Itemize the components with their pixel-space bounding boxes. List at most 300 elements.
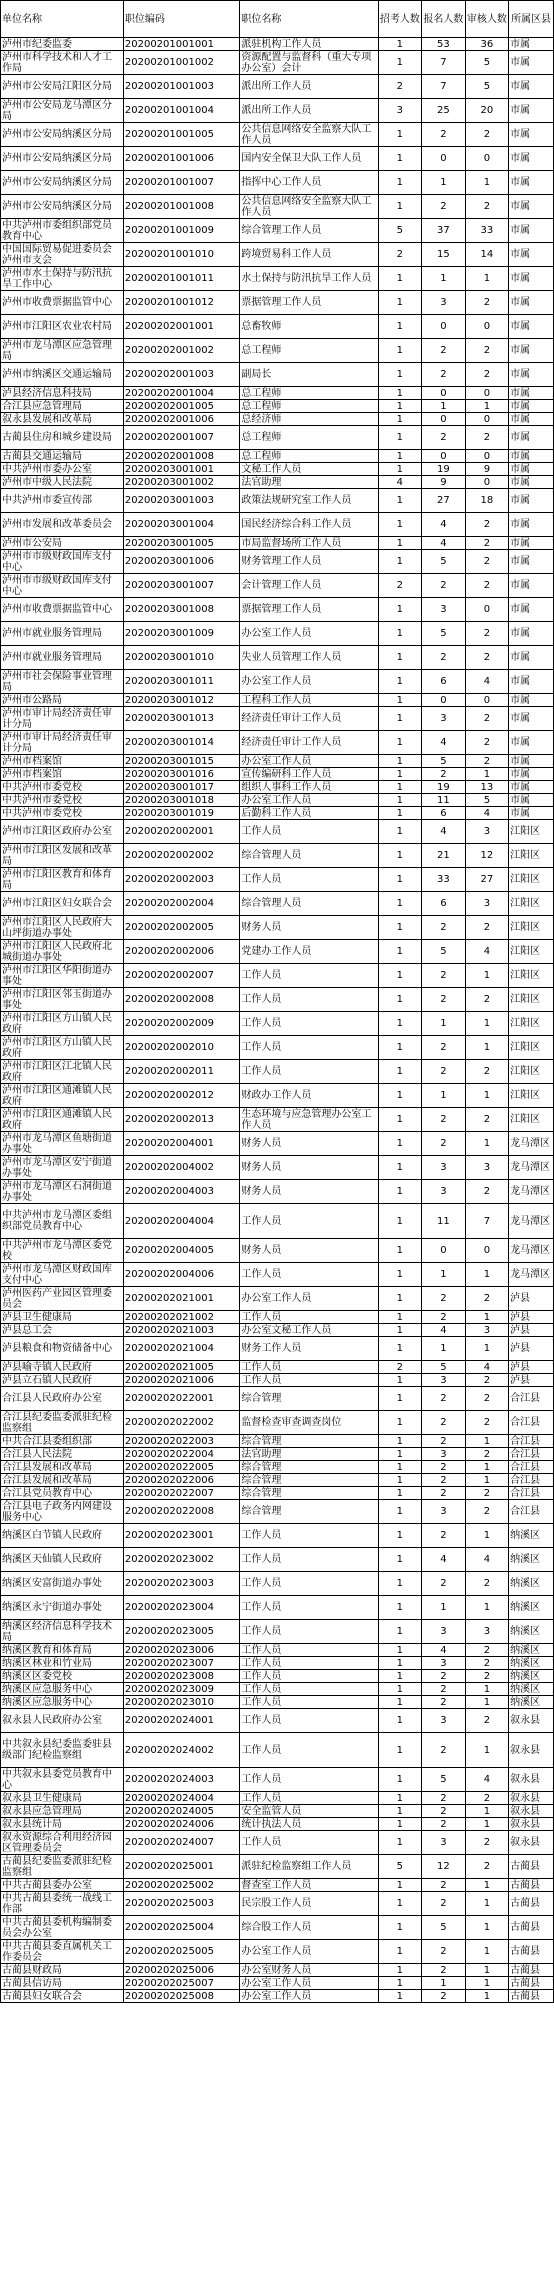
- cell-district: 市属: [509, 147, 554, 171]
- cell-approved-count: 1: [465, 400, 509, 413]
- table-row: [1, 755, 554, 768]
- cell-applicant-count: 0: [422, 387, 466, 400]
- cell-unit-name: 泸州市审计局经济责任审计分局: [1, 707, 124, 731]
- cell-approved-count: 1: [465, 964, 509, 988]
- cell-applicant-count: 2: [422, 1387, 466, 1411]
- cell-applicant-count: 3: [422, 1620, 466, 1644]
- cell-recruit-count: 1: [378, 51, 422, 75]
- cell-applicant-count: 4: [422, 513, 466, 537]
- cell-approved-count: 2: [465, 123, 509, 147]
- cell-position-name: 工作人员: [240, 1768, 378, 1792]
- cell-district: 古蔺县: [509, 1879, 554, 1892]
- cell-position-name: 财务人员: [240, 916, 378, 940]
- cell-position-name: 办公室文秘工作人员: [240, 1324, 378, 1337]
- cell-recruit-count: 1: [378, 1620, 422, 1644]
- cell-district: 合江县: [509, 1500, 554, 1524]
- cell-applicant-count: 53: [422, 38, 466, 51]
- cell-approved-count: 2: [465, 339, 509, 363]
- cell-position-name: 文秘工作人员: [240, 463, 378, 476]
- cell-recruit-count: 1: [378, 1964, 422, 1977]
- cell-approved-count: 2: [465, 291, 509, 315]
- cell-position-name: 工作人员: [240, 1670, 378, 1683]
- cell-approved-count: 2: [465, 1855, 509, 1879]
- cell-position-code: 20200202002010: [123, 1036, 239, 1060]
- cell-district: 江阳区: [509, 940, 554, 964]
- cell-approved-count: 0: [465, 315, 509, 339]
- cell-position-name: 办公室工作人员: [240, 670, 378, 694]
- cell-position-name: 票据管理工作人员: [240, 598, 378, 622]
- cell-applicant-count: 3: [422, 1831, 466, 1855]
- cell-unit-name: 中共泸州市委党校: [1, 794, 124, 807]
- table-row: [1, 1132, 554, 1156]
- cell-position-code: 20200201001008: [123, 195, 239, 219]
- cell-recruit-count: 1: [378, 195, 422, 219]
- cell-recruit-count: 1: [378, 513, 422, 537]
- table-row: [1, 1337, 554, 1361]
- cell-applicant-count: 2: [422, 1474, 466, 1487]
- cell-position-code: 20200202002009: [123, 1012, 239, 1036]
- cell-position-code: 20200203001009: [123, 622, 239, 646]
- cell-applicant-count: 2: [422, 1411, 466, 1435]
- cell-position-name: 总工程师: [240, 450, 378, 463]
- cell-approved-count: 1: [465, 1337, 509, 1361]
- cell-recruit-count: 5: [378, 219, 422, 243]
- cell-approved-count: 2: [465, 550, 509, 574]
- cell-district: 市属: [509, 267, 554, 291]
- cell-unit-name: 泸州市江阳区通滩镇人民政府: [1, 1084, 124, 1108]
- cell-unit-name: 泸州市江阳区政府办公室: [1, 820, 124, 844]
- table-row: [1, 1990, 554, 2003]
- cell-recruit-count: 3: [378, 99, 422, 123]
- table-row: [1, 1287, 554, 1311]
- cell-unit-name: 合江县应急管理局: [1, 400, 124, 413]
- cell-district: 古蔺县: [509, 1964, 554, 1977]
- cell-position-code: 20200202021004: [123, 1337, 239, 1361]
- cell-applicant-count: 3: [422, 1657, 466, 1670]
- cell-position-name: 综合股工作人员: [240, 1916, 378, 1940]
- cell-district: 市属: [509, 339, 554, 363]
- cell-district: 江阳区: [509, 1036, 554, 1060]
- table-row: [1, 1156, 554, 1180]
- cell-position-name: 财务管理工作人员: [240, 550, 378, 574]
- cell-position-name: 工作人员: [240, 988, 378, 1012]
- cell-district: 江阳区: [509, 1060, 554, 1084]
- cell-position-code: 20200202001005: [123, 400, 239, 413]
- cell-recruit-count: 1: [378, 1448, 422, 1461]
- cell-recruit-count: 1: [378, 820, 422, 844]
- cell-position-code: 20200201001007: [123, 171, 239, 195]
- cell-unit-name: 泸州市江阳区方山镇人民政府: [1, 1012, 124, 1036]
- cell-position-code: 20200201001004: [123, 99, 239, 123]
- cell-position-code: 20200202001008: [123, 450, 239, 463]
- cell-district: 叙永县: [509, 1818, 554, 1831]
- cell-position-name: 财务人员: [240, 1156, 378, 1180]
- cell-recruit-count: 1: [378, 1792, 422, 1805]
- table-row: [1, 1461, 554, 1474]
- cell-district: 市属: [509, 426, 554, 450]
- cell-position-name: 财政办工作人员: [240, 1084, 378, 1108]
- cell-district: 市属: [509, 99, 554, 123]
- cell-approved-count: 1: [465, 1990, 509, 2003]
- cell-approved-count: 33: [465, 219, 509, 243]
- table-row: [1, 892, 554, 916]
- cell-approved-count: 2: [465, 537, 509, 550]
- table-row: [1, 1892, 554, 1916]
- cell-position-name: 工程科工作人员: [240, 694, 378, 707]
- cell-position-code: 20200202025007: [123, 1977, 239, 1990]
- cell-approved-count: 1: [465, 1733, 509, 1768]
- cell-position-name: 组织人事科工作人员: [240, 781, 378, 794]
- cell-district: 市属: [509, 781, 554, 794]
- cell-approved-count: 2: [465, 1644, 509, 1657]
- table-row: [1, 1733, 554, 1768]
- table-row: [1, 1855, 554, 1879]
- cell-position-code: 20200202025002: [123, 1879, 239, 1892]
- cell-position-code: 20200202021002: [123, 1311, 239, 1324]
- cell-unit-name: 泸州市江阳区江北镇人民政府: [1, 1060, 124, 1084]
- cell-recruit-count: 1: [378, 892, 422, 916]
- cell-approved-count: 1: [465, 1012, 509, 1036]
- cell-position-code: 20200203001013: [123, 707, 239, 731]
- cell-applicant-count: 0: [422, 1239, 466, 1263]
- cell-district: 市属: [509, 195, 554, 219]
- table-row: [1, 51, 554, 75]
- cell-unit-name: 合江县电子政务内网建设服务中心: [1, 1500, 124, 1524]
- cell-position-name: 监督检查审查调查岗位: [240, 1411, 378, 1435]
- cell-position-code: 20200202023004: [123, 1596, 239, 1620]
- cell-unit-name: 泸州市收费票据监管中心: [1, 598, 124, 622]
- cell-unit-name: 泸州市就业服务管理局: [1, 622, 124, 646]
- cell-district: 龙马潭区: [509, 1180, 554, 1204]
- cell-applicant-count: 3: [422, 291, 466, 315]
- cell-position-code: 20200203001003: [123, 489, 239, 513]
- cell-applicant-count: 1: [422, 171, 466, 195]
- cell-position-code: 20200203001001: [123, 463, 239, 476]
- table-row: [1, 807, 554, 820]
- cell-position-name: 办公室财务人员: [240, 1964, 378, 1977]
- cell-position-name: 办公室工作人员: [240, 755, 378, 768]
- cell-approved-count: 0: [465, 147, 509, 171]
- table-row: [1, 1411, 554, 1435]
- cell-recruit-count: 1: [378, 731, 422, 755]
- cell-applicant-count: 4: [422, 1324, 466, 1337]
- table-row: [1, 1709, 554, 1733]
- table-row: [1, 489, 554, 513]
- cell-position-name: 工作人员: [240, 1361, 378, 1374]
- cell-position-name: 总畜牧师: [240, 315, 378, 339]
- cell-position-code: 20200202025006: [123, 1964, 239, 1977]
- cell-district: 市属: [509, 38, 554, 51]
- cell-recruit-count: 1: [378, 794, 422, 807]
- cell-position-code: 20200202022006: [123, 1474, 239, 1487]
- table-row: [1, 450, 554, 463]
- cell-position-name: 水土保持与防汛抗旱工作人员: [240, 267, 378, 291]
- cell-position-code: 20200202023002: [123, 1548, 239, 1572]
- cell-position-name: 市局监督场所工作人员: [240, 537, 378, 550]
- cell-unit-name: 中共泸州市委党校: [1, 807, 124, 820]
- cell-recruit-count: 1: [378, 1524, 422, 1548]
- cell-approved-count: 2: [465, 1387, 509, 1411]
- cell-district: 泸县: [509, 1337, 554, 1361]
- cell-position-code: 20200203001018: [123, 794, 239, 807]
- cell-approved-count: 3: [465, 1324, 509, 1337]
- cell-district: 市属: [509, 450, 554, 463]
- cell-recruit-count: 1: [378, 622, 422, 646]
- cell-position-code: 20200202004003: [123, 1180, 239, 1204]
- cell-applicant-count: 3: [422, 1709, 466, 1733]
- cell-applicant-count: 2: [422, 1108, 466, 1132]
- cell-approved-count: 1: [465, 1964, 509, 1977]
- cell-position-name: 工作人员: [240, 1311, 378, 1324]
- cell-recruit-count: 1: [378, 1940, 422, 1964]
- cell-approved-count: 1: [465, 1805, 509, 1818]
- cell-position-code: 20200202024003: [123, 1768, 239, 1792]
- cell-district: 合江县: [509, 1461, 554, 1474]
- cell-district: 纳溪区: [509, 1683, 554, 1696]
- cell-approved-count: 0: [465, 694, 509, 707]
- cell-position-code: 20200202004002: [123, 1156, 239, 1180]
- table-row: [1, 426, 554, 450]
- cell-position-code: 20200203001005: [123, 537, 239, 550]
- cell-position-code: 20200202002013: [123, 1108, 239, 1132]
- cell-position-code: 20200202025003: [123, 1892, 239, 1916]
- cell-unit-name: 泸州市公安局纳溪区分局: [1, 195, 124, 219]
- cell-recruit-count: 1: [378, 1990, 422, 2003]
- cell-position-name: 财务人员: [240, 1180, 378, 1204]
- cell-approved-count: 2: [465, 1657, 509, 1670]
- cell-unit-name: 纳溪区天仙镇人民政府: [1, 1548, 124, 1572]
- cell-recruit-count: 1: [378, 646, 422, 670]
- cell-position-name: 工作人员: [240, 1060, 378, 1084]
- cell-position-name: 工作人员: [240, 1644, 378, 1657]
- cell-recruit-count: 1: [378, 964, 422, 988]
- cell-position-name: 办公室工作人员: [240, 1287, 378, 1311]
- cell-district: 市属: [509, 51, 554, 75]
- cell-position-name: 总工程师: [240, 400, 378, 413]
- cell-recruit-count: 1: [378, 363, 422, 387]
- table-row: [1, 868, 554, 892]
- cell-position-code: 20200202002006: [123, 940, 239, 964]
- cell-applicant-count: 4: [422, 731, 466, 755]
- cell-unit-name: 中共叙永县委党员教育中心: [1, 1768, 124, 1792]
- table-row: [1, 123, 554, 147]
- table-row: [1, 1596, 554, 1620]
- cell-unit-name: 泸县粮食和物资储备中心: [1, 1337, 124, 1361]
- table-row: [1, 1500, 554, 1524]
- cell-applicant-count: 0: [422, 315, 466, 339]
- cell-district: 合江县: [509, 1474, 554, 1487]
- cell-approved-count: 2: [465, 513, 509, 537]
- table-row: [1, 1324, 554, 1337]
- cell-position-code: 20200201001011: [123, 267, 239, 291]
- cell-position-name: 法官助理: [240, 1448, 378, 1461]
- cell-position-code: 20200202002002: [123, 844, 239, 868]
- cell-approved-count: 1: [465, 1977, 509, 1990]
- cell-position-name: 工作人员: [240, 1572, 378, 1596]
- cell-recruit-count: 1: [378, 1180, 422, 1204]
- cell-district: 泸县: [509, 1374, 554, 1387]
- cell-applicant-count: 1: [422, 1263, 466, 1287]
- cell-district: 市属: [509, 489, 554, 513]
- cell-district: 市属: [509, 387, 554, 400]
- cell-position-code: 20200202002005: [123, 916, 239, 940]
- cell-applicant-count: 1: [422, 1596, 466, 1620]
- table-row: [1, 1474, 554, 1487]
- cell-applicant-count: 2: [422, 1879, 466, 1892]
- cell-approved-count: 2: [465, 363, 509, 387]
- cell-unit-name: 泸州市中级人民法院: [1, 476, 124, 489]
- table-row: [1, 781, 554, 794]
- cell-applicant-count: 4: [422, 1644, 466, 1657]
- cell-district: 泸县: [509, 1361, 554, 1374]
- cell-unit-name: 中共泸州市龙马潭区委组织部党员教育中心: [1, 1204, 124, 1239]
- cell-position-name: 工作人员: [240, 1374, 378, 1387]
- cell-applicant-count: 6: [422, 892, 466, 916]
- table-row: [1, 267, 554, 291]
- cell-position-code: 20200201001002: [123, 51, 239, 75]
- header-district: 所属区县: [509, 1, 554, 38]
- cell-position-code: 20200202022003: [123, 1435, 239, 1448]
- cell-position-name: 办公室工作人员: [240, 1990, 378, 2003]
- cell-recruit-count: 1: [378, 450, 422, 463]
- cell-approved-count: 1: [465, 1435, 509, 1448]
- table-row: [1, 820, 554, 844]
- cell-position-name: 工作人员: [240, 1657, 378, 1670]
- cell-approved-count: 2: [465, 1180, 509, 1204]
- cell-unit-name: 合江县发展和改革局: [1, 1461, 124, 1474]
- cell-approved-count: 1: [465, 1940, 509, 1964]
- cell-position-name: 副局长: [240, 363, 378, 387]
- cell-position-code: 20200202024005: [123, 1805, 239, 1818]
- table-row: [1, 1670, 554, 1683]
- cell-approved-count: 2: [465, 426, 509, 450]
- cell-position-code: 20200202004004: [123, 1204, 239, 1239]
- cell-position-name: 工作人员: [240, 1709, 378, 1733]
- cell-applicant-count: 2: [422, 1696, 466, 1709]
- cell-position-code: 20200202021006: [123, 1374, 239, 1387]
- cell-position-name: 后勤科工作人员: [240, 807, 378, 820]
- cell-applicant-count: 2: [422, 1572, 466, 1596]
- cell-approved-count: 1: [465, 1916, 509, 1940]
- cell-unit-name: 泸州市江阳区邻玉街道办事处: [1, 988, 124, 1012]
- cell-unit-name: 中共古蔺县委办公室: [1, 1879, 124, 1892]
- table-row: [1, 219, 554, 243]
- cell-position-name: 跨境贸易科工作人员: [240, 243, 378, 267]
- cell-recruit-count: 1: [378, 1287, 422, 1311]
- cell-recruit-count: 1: [378, 781, 422, 794]
- table-row: [1, 99, 554, 123]
- cell-approved-count: 4: [465, 1361, 509, 1374]
- cell-district: 市属: [509, 537, 554, 550]
- cell-approved-count: 1: [465, 1596, 509, 1620]
- cell-district: 纳溪区: [509, 1548, 554, 1572]
- cell-approved-count: 2: [465, 988, 509, 1012]
- table-row: [1, 670, 554, 694]
- cell-applicant-count: 2: [422, 1964, 466, 1977]
- cell-district: 叙永县: [509, 1733, 554, 1768]
- cell-district: 龙马潭区: [509, 1239, 554, 1263]
- cell-approved-count: 2: [465, 195, 509, 219]
- cell-position-code: 20200202024002: [123, 1733, 239, 1768]
- table-row: [1, 1768, 554, 1792]
- cell-position-code: 20200202021005: [123, 1361, 239, 1374]
- cell-approved-count: 0: [465, 1239, 509, 1263]
- cell-approved-count: 1: [465, 1036, 509, 1060]
- cell-applicant-count: 19: [422, 781, 466, 794]
- cell-district: 纳溪区: [509, 1572, 554, 1596]
- cell-district: 江阳区: [509, 1084, 554, 1108]
- header-recruit-count: 招考人数: [378, 1, 422, 38]
- cell-unit-name: 泸县总工会: [1, 1324, 124, 1337]
- cell-district: 古蔺县: [509, 1916, 554, 1940]
- cell-unit-name: 古蔺县信访局: [1, 1977, 124, 1990]
- cell-district: 叙永县: [509, 1792, 554, 1805]
- cell-position-name: 工作人员: [240, 820, 378, 844]
- cell-unit-name: 泸州市市级财政国库支付中心: [1, 550, 124, 574]
- cell-recruit-count: 1: [378, 463, 422, 476]
- cell-recruit-count: 1: [378, 1311, 422, 1324]
- cell-position-code: 20200203001012: [123, 694, 239, 707]
- cell-applicant-count: 2: [422, 123, 466, 147]
- cell-recruit-count: 1: [378, 1709, 422, 1733]
- cell-recruit-count: 1: [378, 1411, 422, 1435]
- cell-applicant-count: 5: [422, 1361, 466, 1374]
- cell-unit-name: 泸州市社会保险事业管理局: [1, 670, 124, 694]
- cell-position-name: 政策法规研究室工作人员: [240, 489, 378, 513]
- cell-position-name: 统计执法人员: [240, 1818, 378, 1831]
- cell-unit-name: 泸州市就业服务管理局: [1, 646, 124, 670]
- cell-recruit-count: 1: [378, 1805, 422, 1818]
- table-row: [1, 1108, 554, 1132]
- cell-position-code: 20200202001004: [123, 387, 239, 400]
- cell-unit-name: 中国国际贸易促进委员会泸州市支会: [1, 243, 124, 267]
- cell-district: 纳溪区: [509, 1670, 554, 1683]
- cell-position-code: 20200202023003: [123, 1572, 239, 1596]
- cell-position-name: 工作人员: [240, 1683, 378, 1696]
- cell-recruit-count: 1: [378, 489, 422, 513]
- cell-recruit-count: 1: [378, 1084, 422, 1108]
- cell-applicant-count: 2: [422, 1461, 466, 1474]
- cell-position-code: 20200202023006: [123, 1644, 239, 1657]
- cell-unit-name: 泸州市江阳区通滩镇人民政府: [1, 1108, 124, 1132]
- cell-position-name: 综合管理工作人员: [240, 219, 378, 243]
- cell-unit-name: 合江县人民法院: [1, 1448, 124, 1461]
- cell-approved-count: 0: [465, 387, 509, 400]
- cell-applicant-count: 2: [422, 1132, 466, 1156]
- table-row: [1, 1448, 554, 1461]
- cell-position-name: 工作人员: [240, 1792, 378, 1805]
- cell-recruit-count: 1: [378, 1108, 422, 1132]
- cell-unit-name: 纳溪区应急服务中心: [1, 1696, 124, 1709]
- cell-recruit-count: 5: [378, 1855, 422, 1879]
- cell-unit-name: 泸州市江阳区人民政府北城街道办事处: [1, 940, 124, 964]
- cell-unit-name: 泸州市公安局江阳区分局: [1, 75, 124, 99]
- cell-unit-name: 泸州市公安局龙马潭区分局: [1, 99, 124, 123]
- cell-approved-count: 4: [465, 670, 509, 694]
- table-row: [1, 1977, 554, 1990]
- cell-approved-count: 9: [465, 463, 509, 476]
- cell-recruit-count: 1: [378, 1012, 422, 1036]
- cell-unit-name: 泸州市公路局: [1, 694, 124, 707]
- cell-applicant-count: 33: [422, 868, 466, 892]
- cell-position-code: 20200202002004: [123, 892, 239, 916]
- cell-unit-name: 泸州市龙马潭区鱼塘街道办事处: [1, 1132, 124, 1156]
- cell-position-code: 20200203001004: [123, 513, 239, 537]
- cell-position-name: 综合管理人员: [240, 892, 378, 916]
- cell-position-code: 20200203001016: [123, 768, 239, 781]
- cell-position-code: 20200201001001: [123, 38, 239, 51]
- cell-recruit-count: 1: [378, 1060, 422, 1084]
